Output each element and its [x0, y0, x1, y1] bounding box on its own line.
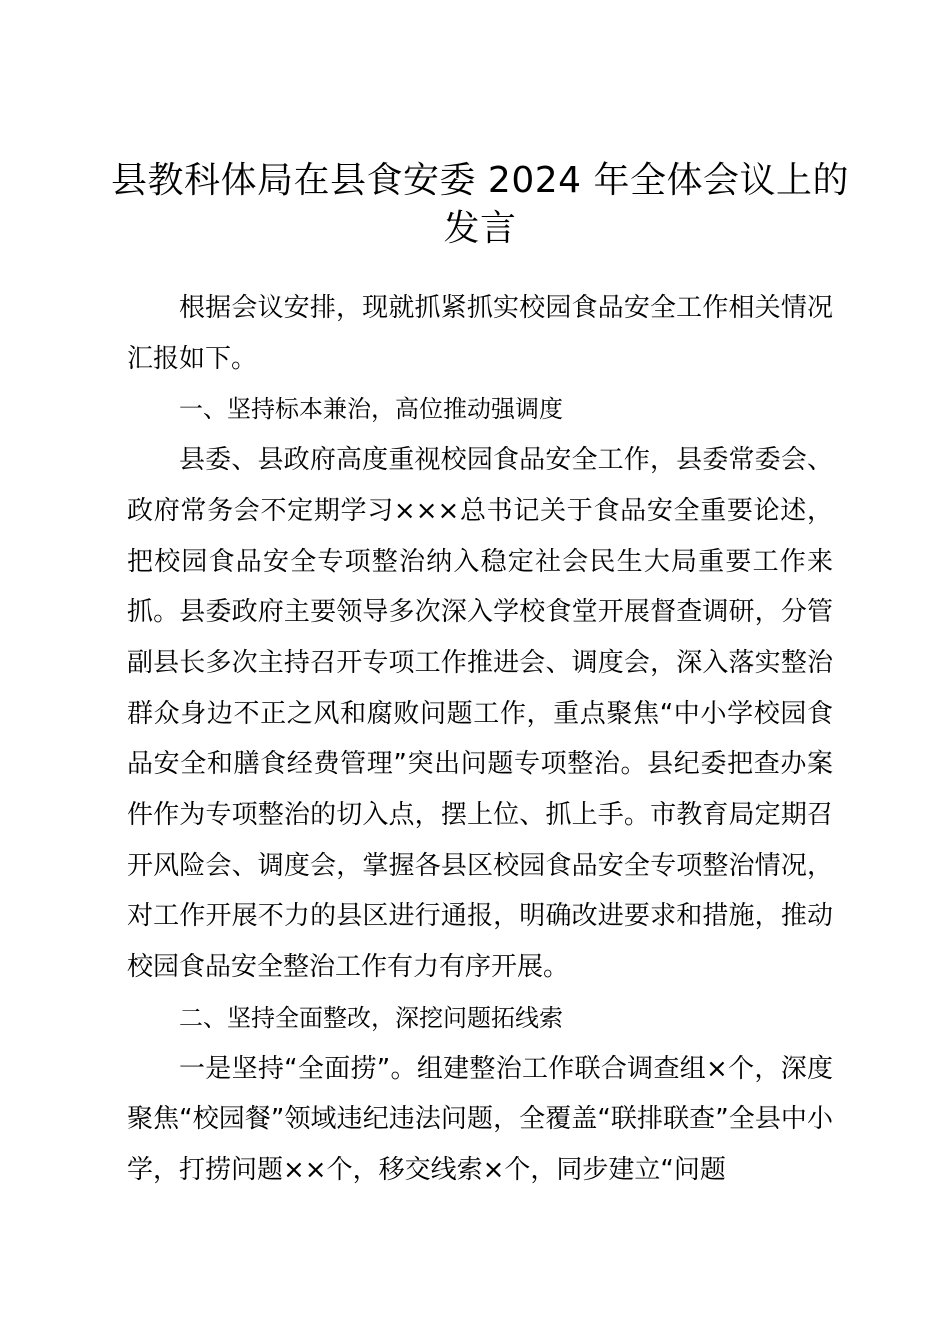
section-1-heading: 一、坚持标本兼治，高位推动强调度 [179, 395, 563, 424]
section-2-heading: 二、坚持全面整改，深挖问题拓线索 [179, 1003, 563, 1032]
document-body [127, 283, 833, 1196]
title-line-2: 发言 [443, 208, 517, 249]
section-1-paragraph: 县委、县政府高度重视校园食品安全工作，县委常委会、政府常务会不定期学习×××总书记关于食品安全重要论述，把校园食品安全专项整治纳入稳定社会民生大局重要工作来抓。县委政府主要领导多次深入学校食堂开展督查调研，分管副县长多次主持召开专项工作推进会、调度会，深入落实整治群众身边不正之风和腐败问题工作，重点聚焦“中小学校园食品安全和膳食经费管理”突出问题专项整治。县纪委把查办案件作为专项整治的切入点，摆上位、抓上手。市教育局定期召开风险会、调度会，掌握各县区校园食品安全专项整治情况，对工作开展不力的县区进行通报，明确改进要求和措施，推动校园食品安全整治工作有力有序开展。 [127, 445, 833, 983]
title-line-1: 县教科体局在县食安委 2024 年全体会议上的 [110, 160, 849, 201]
section-2-paragraph: 一是坚持“全面捞”。组建整治工作联合调查组×个，深度聚焦“校园餐”领域违纪违法问题，全覆盖“联排联查”全县中小学，打捞问题××个，移交线索×个，同步建立“问题 [127, 1053, 833, 1185]
intro-paragraph: 根据会议安排，现就抓紧抓实校园食品安全工作相关情况汇报如下。 [127, 293, 833, 374]
document-title [100, 157, 860, 253]
